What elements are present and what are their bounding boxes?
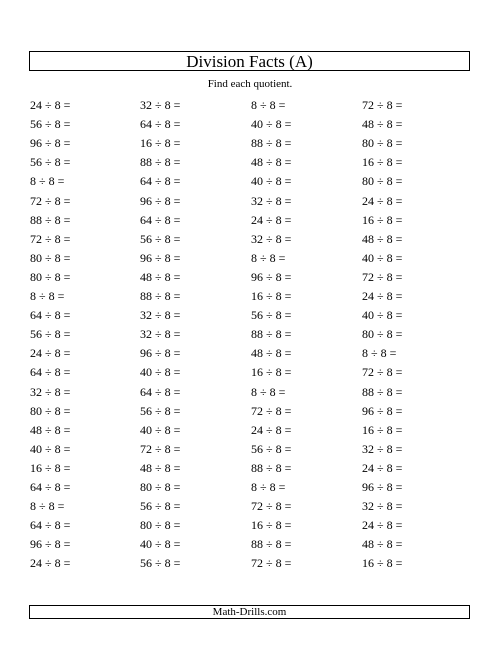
division-problem: 32 ÷ 8 = [362, 499, 403, 514]
division-problem: 80 ÷ 8 = [30, 403, 71, 418]
division-problem: 8 ÷ 8 = [362, 346, 397, 361]
division-problem: 64 ÷ 8 = [140, 117, 181, 132]
division-problem: 56 ÷ 8 = [251, 441, 292, 456]
division-problem: 80 ÷ 8 = [362, 136, 403, 151]
division-problem: 80 ÷ 8 = [362, 327, 403, 342]
division-problem: 8 ÷ 8 = [251, 480, 286, 494]
division-problem: 8 ÷ 8 = [251, 384, 286, 399]
division-problem: 48 ÷ 8 = [140, 460, 181, 475]
footer-text: Math-Drills.com [212, 605, 287, 618]
division-problem: 8 ÷ 8 = [30, 499, 65, 514]
division-problem: 56 ÷ 8 = [140, 231, 181, 246]
division-problem: 32 ÷ 8 = [140, 98, 181, 112]
division-problem: 80 ÷ 8 = [30, 250, 71, 265]
division-problem: 32 ÷ 8 = [140, 308, 181, 323]
division-problem: 40 ÷ 8 = [140, 365, 181, 380]
division-problem: 72 ÷ 8 = [362, 365, 403, 380]
division-problem: 72 ÷ 8 = [362, 269, 403, 284]
division-problem: 48 ÷ 8 = [362, 537, 403, 552]
division-problem: 40 ÷ 8 = [251, 174, 292, 189]
division-problem: 88 ÷ 8 = [251, 460, 292, 475]
division-problem: 24 ÷ 8 = [362, 518, 403, 533]
division-problem: 40 ÷ 8 = [140, 537, 181, 552]
division-problem: 24 ÷ 8 = [30, 98, 71, 112]
division-problem: 80 ÷ 8 = [362, 174, 403, 189]
division-problem: 96 ÷ 8 = [251, 269, 292, 284]
division-problem: 24 ÷ 8 = [251, 212, 292, 227]
division-problem: 48 ÷ 8 = [30, 422, 71, 437]
division-problem: 72 ÷ 8 = [30, 231, 71, 246]
division-problem: 16 ÷ 8 = [362, 422, 403, 437]
division-problem: 88 ÷ 8 = [251, 537, 292, 552]
division-problem: 56 ÷ 8 = [140, 403, 181, 418]
division-problem: 96 ÷ 8 = [362, 480, 403, 494]
division-problem: 32 ÷ 8 = [362, 441, 403, 456]
division-problem: 16 ÷ 8 = [251, 289, 292, 303]
division-problem: 32 ÷ 8 = [140, 327, 181, 342]
division-problem: 72 ÷ 8 = [251, 556, 292, 571]
division-problem: 40 ÷ 8 = [362, 250, 403, 265]
division-problem: 56 ÷ 8 = [140, 556, 181, 571]
division-problem: 8 ÷ 8 = [251, 250, 286, 265]
division-problem: 80 ÷ 8 = [30, 269, 71, 284]
division-problem: 8 ÷ 8 = [30, 174, 65, 189]
division-problem: 32 ÷ 8 = [30, 384, 71, 399]
division-problem: 96 ÷ 8 = [140, 250, 181, 265]
division-problem: 16 ÷ 8 = [362, 155, 403, 170]
division-problem: 56 ÷ 8 = [30, 155, 71, 170]
division-problem: 88 ÷ 8 = [140, 289, 181, 303]
division-problem: 64 ÷ 8 = [140, 212, 181, 227]
division-problem: 16 ÷ 8 = [251, 365, 292, 380]
division-problem: 40 ÷ 8 = [251, 117, 292, 132]
division-problem: 24 ÷ 8 = [30, 346, 71, 361]
worksheet-title [29, 51, 470, 71]
division-problem: 32 ÷ 8 = [251, 231, 292, 246]
division-problem: 88 ÷ 8 = [251, 136, 292, 151]
division-problem: 48 ÷ 8 = [251, 155, 292, 170]
division-problem: 40 ÷ 8 = [140, 422, 181, 437]
division-problem: 32 ÷ 8 = [251, 193, 292, 208]
division-problem: 48 ÷ 8 = [362, 231, 403, 246]
division-problem: 40 ÷ 8 = [362, 308, 403, 323]
division-problem: 64 ÷ 8 = [30, 480, 71, 494]
division-problem: 64 ÷ 8 = [140, 384, 181, 399]
division-problem: 64 ÷ 8 = [30, 308, 71, 323]
division-problem: 48 ÷ 8 = [140, 269, 181, 284]
division-problem: 72 ÷ 8 = [251, 499, 292, 514]
division-problem: 96 ÷ 8 = [30, 136, 71, 151]
division-problem: 24 ÷ 8 = [362, 193, 403, 208]
division-problem: 56 ÷ 8 = [140, 499, 181, 514]
division-problem: 24 ÷ 8 = [362, 460, 403, 475]
division-problem: 72 ÷ 8 = [251, 403, 292, 418]
division-problem: 56 ÷ 8 = [30, 117, 71, 132]
division-problem: 88 ÷ 8 = [251, 327, 292, 342]
division-problem: 16 ÷ 8 = [362, 556, 403, 571]
division-problem: 24 ÷ 8 = [30, 556, 71, 571]
division-problem: 8 ÷ 8 = [251, 98, 286, 112]
division-problem: 56 ÷ 8 = [251, 308, 292, 323]
division-problem: 96 ÷ 8 = [30, 537, 71, 552]
division-problem: 64 ÷ 8 = [140, 174, 181, 189]
division-problem: 88 ÷ 8 = [362, 384, 403, 399]
division-problem: 48 ÷ 8 = [251, 346, 292, 361]
division-problem: 72 ÷ 8 = [362, 98, 403, 112]
title-text: Division Facts (A) [186, 51, 313, 71]
division-problem: 8 ÷ 8 = [30, 289, 65, 303]
division-problem: 16 ÷ 8 = [251, 518, 292, 533]
division-problem: 88 ÷ 8 = [140, 155, 181, 170]
division-problem: 96 ÷ 8 = [140, 346, 181, 361]
division-problem: 72 ÷ 8 = [140, 441, 181, 456]
division-problem: 24 ÷ 8 = [251, 422, 292, 437]
division-problem: 48 ÷ 8 = [362, 117, 403, 132]
division-problem: 56 ÷ 8 = [30, 327, 71, 342]
division-problem: 96 ÷ 8 = [362, 403, 403, 418]
division-problem: 40 ÷ 8 = [30, 441, 71, 456]
division-problem: 16 ÷ 8 = [140, 136, 181, 151]
division-problem: 96 ÷ 8 = [140, 193, 181, 208]
division-problem: 24 ÷ 8 = [362, 289, 403, 303]
division-problem: 80 ÷ 8 = [140, 518, 181, 533]
division-problem: 16 ÷ 8 = [362, 212, 403, 227]
division-problem: 64 ÷ 8 = [30, 518, 71, 533]
division-problem: 80 ÷ 8 = [140, 480, 181, 494]
problem-grid [0, 97, 500, 577]
division-problem: 64 ÷ 8 = [30, 365, 71, 380]
footer [29, 605, 470, 619]
instruction-text: Find each quotient. [207, 78, 293, 90]
division-problem: 72 ÷ 8 = [30, 193, 71, 208]
division-problem: 88 ÷ 8 = [30, 212, 71, 227]
division-problem: 16 ÷ 8 = [30, 460, 71, 475]
